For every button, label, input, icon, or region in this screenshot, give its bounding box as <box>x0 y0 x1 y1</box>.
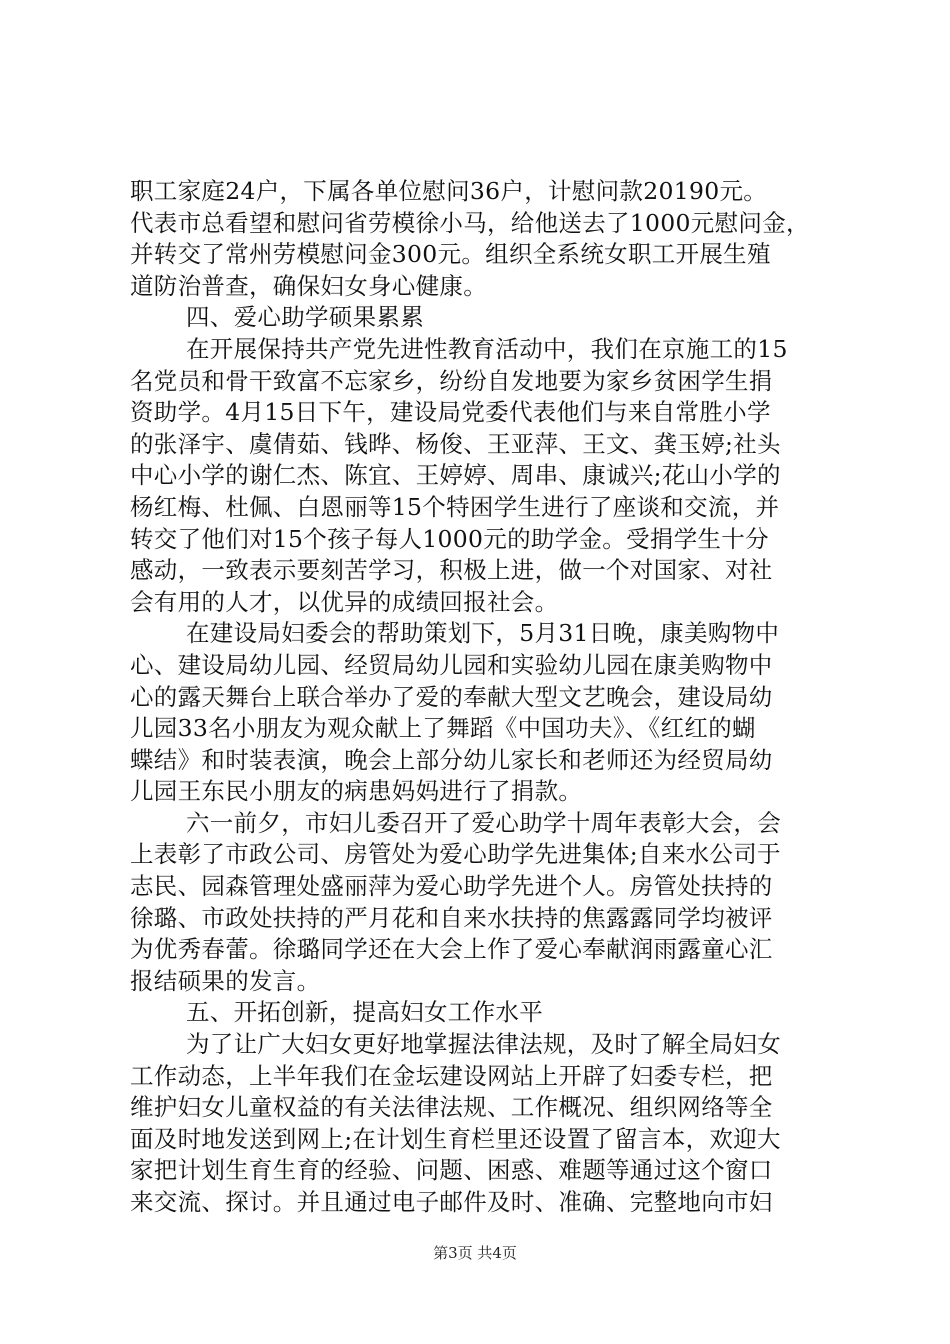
text-line: 感动，一致表示要刻苦学习，积极上进，做一个对国家、对社 <box>130 556 773 585</box>
text-line: 来交流、探讨。并且通过电子邮件及时、准确、完整地向市妇 <box>130 1188 773 1216</box>
text-line: 家把计划生育生育的经验、问题、困惑、难题等通过这个窗口 <box>130 1156 773 1185</box>
text-line: 杨红梅、杜佩、白恩丽等15个特困学生进行了座谈和交流，并 <box>130 492 780 521</box>
text-line: 的张泽宇、虞倩茹、钱晔、杨俊、王亚萍、王文、龚玉婷;社头 <box>130 429 781 458</box>
text-line: 儿园王东民小朋友的病患妈妈进行了捐款。 <box>130 777 583 806</box>
text-line: 五、开拓创新，提高妇女工作水平 <box>186 998 543 1027</box>
text-line: 上表彰了市政公司、房管处为爱心助学先进集体;自来水公司于 <box>130 840 781 869</box>
text-line: 职工家庭24户，下属各单位慰问36户，计慰问款20190元。 <box>130 177 768 205</box>
text-line: 中心小学的谢仁杰、陈宜、王婷婷、周串、康诚兴;花山小学的 <box>130 461 781 490</box>
text-line: 道防治普查，确保妇女身心健康。 <box>130 271 487 300</box>
text-line: 六一前夕，市妇儿委召开了爱心助学十周年表彰大会，会 <box>186 808 781 837</box>
text-line: 报结硕果的发言。 <box>130 966 321 995</box>
text-line: 资助学。4月15日下午，建设局党委代表他们与来自常胜小学 <box>130 398 771 427</box>
text-line: 儿园33名小朋友为观众献上了舞蹈《中国功夫》、《红红的蝴 <box>130 714 756 743</box>
text-line: 为了让广大妇女更好地掌握法律法规，及时了解全局妇女 <box>186 1030 781 1059</box>
text-line: 四、爱心助学硕果累累 <box>186 303 424 332</box>
text-line: 志民、园森管理处盛丽萍为爱心助学先进个人。房管处扶持的 <box>130 872 773 901</box>
text-line: 工作动态，上半年我们在金坛建设网站上开辟了妇委专栏，把 <box>130 1061 773 1090</box>
text-line: 心的露天舞台上联合举办了爱的奉献大型文艺晚会，建设局幼 <box>130 682 773 711</box>
text-line: 在开展保持共产党先进性教育活动中，我们在京施工的15 <box>186 334 788 363</box>
text-line: 蝶结》和时装表演，晚会上部分幼儿家长和老师还为经贸局幼 <box>130 745 773 774</box>
text-line: 在建设局妇委会的帮助策划下，5月31日晚，康美购物中 <box>186 619 780 648</box>
text-line: 面及时地发送到网上;在计划生育栏里还设置了留言本，欢迎大 <box>130 1124 781 1153</box>
text-line: 转交了他们对15个孩子每人1000元的助学金。受捐学生十分 <box>130 524 769 553</box>
text-line: 心、建设局幼儿园、经贸局幼儿园和实验幼儿园在康美购物中 <box>130 650 773 679</box>
text-line: 并转交了常州劳模慰问金300元。组织全系统女职工开展生殖 <box>130 240 771 269</box>
text-line: 维护妇女儿童权益的有关法律法规、工作概况、组织网络等全 <box>130 1093 773 1122</box>
document-body <box>130 176 830 1219</box>
page-number-footer: 第3页 共4页 <box>433 1244 517 1262</box>
text-line: 为优秀春蕾。徐璐同学还在大会上作了爱心奉献润雨露童心汇 <box>130 935 773 964</box>
text-line: 代表市总看望和慰问省劳模徐小马，给他送去了1000元慰问金， <box>130 208 810 237</box>
text-line: 名党员和骨干致富不忘家乡，纷纷自发地要为家乡贫困学生捐 <box>130 366 773 395</box>
text-line: 徐璐、市政处扶持的严月花和自来水扶持的焦露露同学均被评 <box>130 903 773 932</box>
text-line: 会有用的人才，以优异的成绩回报社会。 <box>130 587 559 616</box>
